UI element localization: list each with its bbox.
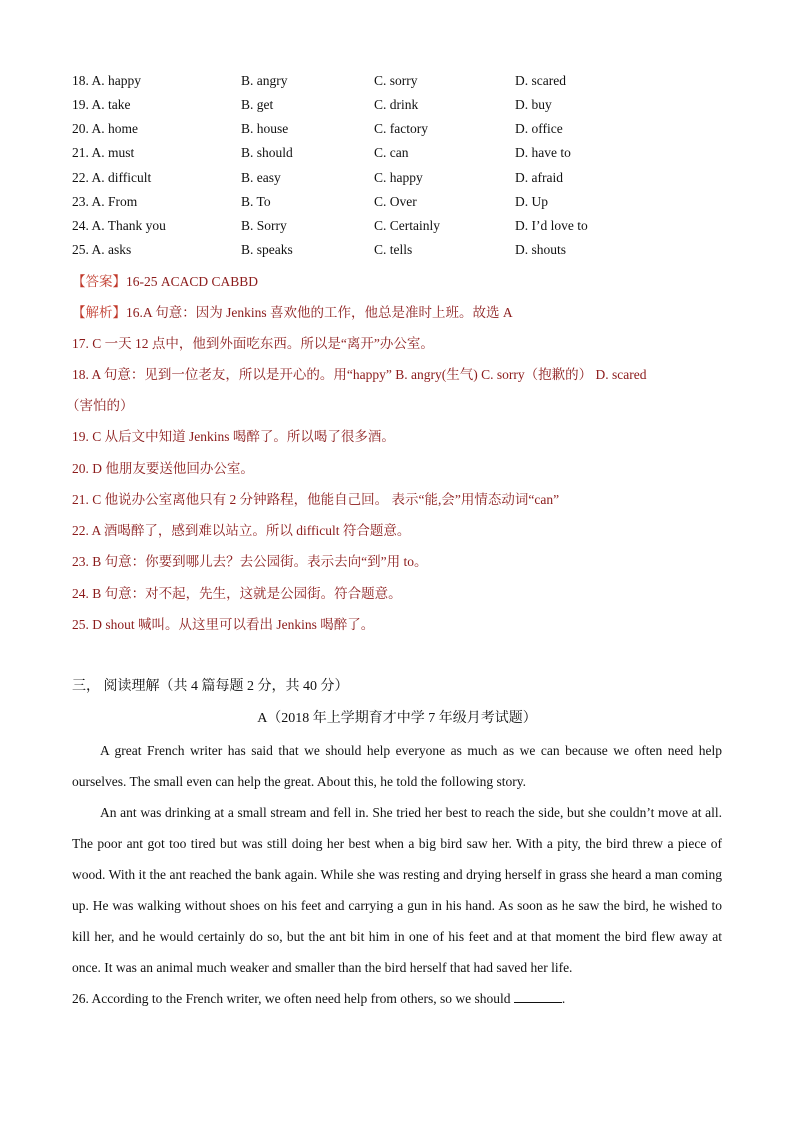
- option-a: 20. A. home: [72, 121, 138, 136]
- option-a: 23. A. From: [72, 194, 138, 209]
- option-a: 19. A. take: [72, 97, 131, 112]
- analysis-line-18a: 18. A 句意：见到一位老友，所以是开心的。用“happy” B. angry(生气) C. sorry（抱歉的） D. scared: [72, 367, 647, 382]
- option-b: B. should: [241, 145, 293, 160]
- passage-paragraph-2: An ant was drinking at a small stream and fell in. She tried her best to reach the side, but she couldn’t move at all. The poor ant got too tired but was still doing her best when a big bird saw her. With a pity, the bird threw a piece of wood. With it the ant reached the bank again. While she was resting and drying herself in grass she heard a man coming up. He was walking without shoes on his feet and carrying a gun in his hand. As soon as he saw the bird, he wished to kill her, and he would certainly do so, but the ant bit him in one of his feet and at that moment the bird flew away at once. It was an animal much weaker and smaller than the bird herself that had saved her life.: [72, 805, 722, 975]
- analysis-line-25: 25. D shout 喊叫。从这里可以看出 Jenkins 喝醉了。: [72, 617, 375, 632]
- option-a: 22. A. difficult: [72, 170, 152, 185]
- analysis-line-19: 19. C 从后文中知道 Jenkins 喝醉了。所以喝了很多酒。: [72, 429, 395, 444]
- option-a: 21. A. must: [72, 145, 135, 160]
- option-c: C. drink: [374, 97, 419, 112]
- passage-title: A（2018 年上学期育才中学 7 年级月考试题）: [257, 711, 537, 726]
- option-c: C. happy: [374, 170, 423, 185]
- option-a: 25. A. asks: [72, 242, 132, 257]
- option-b: B. Sorry: [241, 218, 287, 233]
- analysis-line-23: 23. B 句意：你要到哪儿去？去公园街。表示去向“到”用 to。: [72, 554, 428, 569]
- analysis-line-24: 24. B 句意：对不起，先生，这就是公园街。符合题意。: [72, 586, 402, 601]
- option-d: D. have to: [515, 145, 571, 160]
- option-c: C. Certainly: [374, 218, 440, 233]
- answer-blank[interactable]: [514, 988, 562, 1003]
- option-d: D. afraid: [515, 170, 563, 185]
- question-26: [72, 988, 565, 1010]
- analysis-line-20: 20. D 他朋友要送他回办公室。: [72, 461, 254, 476]
- answer-text: 16-25 ACACD CABBD: [126, 274, 259, 289]
- analysis-line-17: 17. C 一天 12 点中，他到外面吃东西。所以是“离开”办公室。: [72, 336, 434, 351]
- option-c: C. factory: [374, 121, 428, 136]
- option-c: C. can: [374, 145, 409, 160]
- analysis-line-22: 22. A 酒喝醉了，感到难以站立。所以 difficult 符合题意。: [72, 523, 411, 538]
- option-a: 24. A. Thank you: [72, 218, 166, 233]
- option-b: B. easy: [241, 170, 281, 185]
- option-b: B. angry: [241, 73, 288, 88]
- answer-bracket: 【答案】: [72, 274, 126, 289]
- answer-line: [72, 271, 258, 293]
- option-b: B. house: [241, 121, 289, 136]
- passage-paragraph-1: A great French writer has said that we should help everyone as much as we can because we often need help ourselves. The small even can help the great. About this, he told the following story.: [72, 743, 722, 789]
- question-26-end: .: [561, 991, 566, 1006]
- analysis-line-21: 21. C 他说办公室离他只有 2 分钟路程，他能自己回。 表示“能,会”用情态动词“can”: [72, 492, 560, 507]
- option-d: D. Up: [515, 194, 548, 209]
- option-b: B. speaks: [241, 242, 293, 257]
- option-d: D. scared: [515, 73, 566, 88]
- analysis-bracket: 【解析】: [72, 305, 126, 320]
- option-d: D. office: [515, 121, 563, 136]
- option-d: D. shouts: [515, 242, 567, 257]
- section-title: 三， 阅读理解（共 4 篇每题 2 分，共 40 分）: [72, 679, 349, 694]
- option-b: B. To: [241, 194, 271, 209]
- option-c: C. sorry: [374, 73, 418, 88]
- option-c: C. tells: [374, 242, 413, 257]
- option-d: D. buy: [515, 97, 552, 112]
- option-d: D. I’d love to: [515, 218, 588, 233]
- analysis-line-18b: （害怕的）: [66, 398, 134, 413]
- analysis-line-16: [72, 302, 513, 324]
- question-26-text: 26. According to the French writer, we often need help from others, so we should: [72, 991, 511, 1006]
- analysis-text-16: 16.A 句意：因为 Jenkins 喜欢他的工作，他总是准时上班。故选 A: [126, 305, 513, 320]
- option-a: 18. A. happy: [72, 73, 141, 88]
- option-b: B. get: [241, 97, 274, 112]
- option-c: C. Over: [374, 194, 417, 209]
